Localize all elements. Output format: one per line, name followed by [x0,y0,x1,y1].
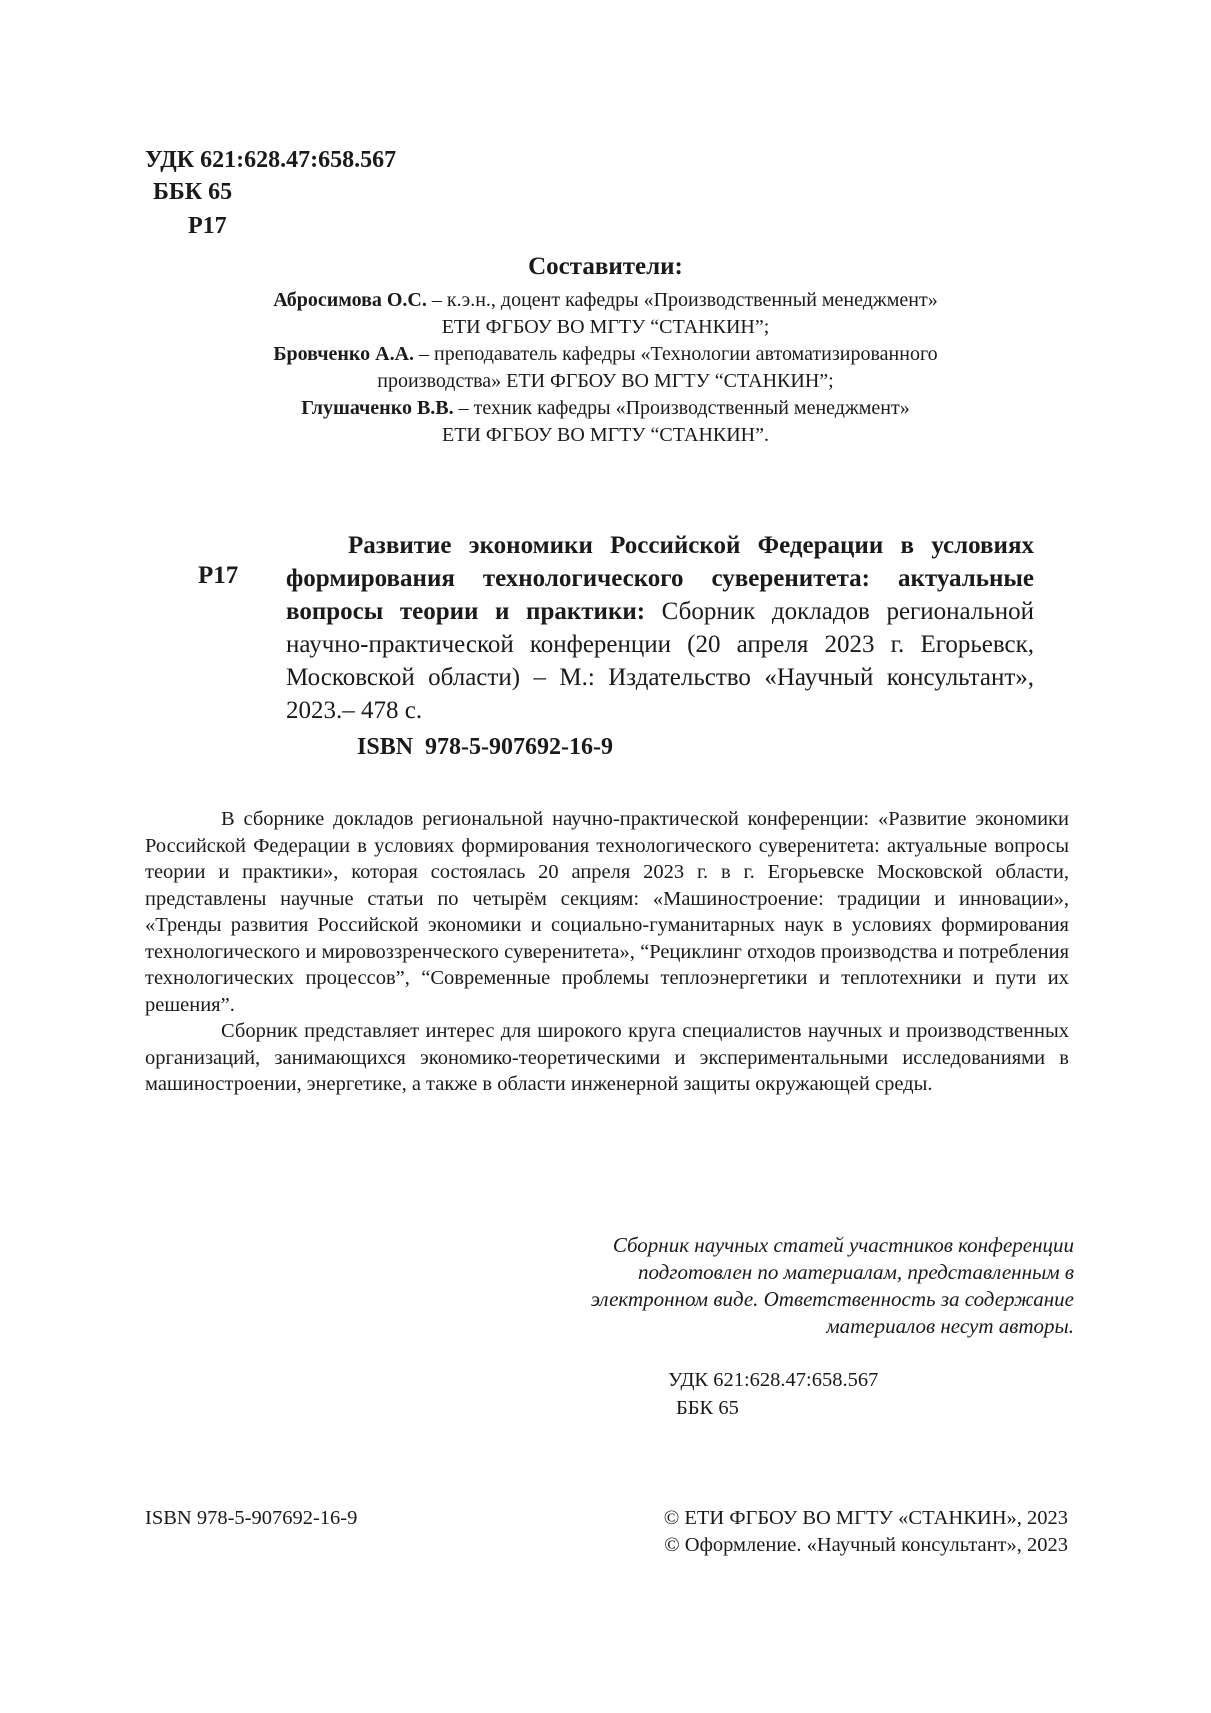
footer-isbn: ISBN 978-5-907692-16-9 [145,1507,358,1529]
publication-description: Сборник докладов региональной научно-практической конференции (20 апреля 2023 г. Егорьевск, Московской области) – М.: Издательство «Научный консультант», 2023.– 478 с. [286,598,1034,724]
publication-title: Развитие экономики Российской Федерации в условиях формирования технологического суверенитета: актуальные вопросы теории и практики: [286,532,1034,625]
compiler-line: Абросимова О.С. – к.э.н., доцент кафедры «Производственный менеджмент» [273,289,938,311]
compiler-line: ЕТИ ФГБОУ ВО МГТУ “СТАНКИН”. [441,424,769,446]
author-mark: Р17 [188,213,227,239]
compiler-line: ЕТИ ФГБОУ ВО МГТУ “СТАНКИН”; [441,316,770,338]
copyright-design: © Оформление. «Научный консультант», 2023 [664,1534,1068,1556]
bibliographic-record [286,529,1034,727]
compilers-heading: Составители: [528,253,683,280]
annotation-paragraph: В сборнике докладов региональной научно-практической конференции: «Развитие экономики Российской Федерации в условиях формирования технологического суверенитета: актуальные вопросы теории и практики», которая состоялась 20 апреля 2023 г. в г. Егорьевске Московской области, представлены научные статьи по четырём секциям: «Машиностроение: традиции и инновации», «Тренды развития Российской экономики и социально-гуманитарных наук в условиях формирования технологического и мировоззренческого суверенитета», “Рециклинг отходов производства и потребления технологических процессов”, “Современные проблемы теплоэнергетики и теплотехники и пути их решения”. [145,808,1069,1016]
compiler-line: Глушаченко В.В. – техник кафедры «Производственный менеджмент» [301,397,910,419]
publication-isbn: ISBN 978-5-907692-16-9 [357,734,613,760]
compiler-line: Бровченко А.А. – преподаватель кафедры «Технологии автоматизированного [273,343,938,365]
bbk-classification: ББК 65 [676,1397,739,1419]
annotation-paragraph: Сборник представляет интерес для широкого круга специалистов научных и производственных организаций, занимающихся экономико-теоретическими и экспериментальными исследованиями в машиностроении, энергетике, а также в области инженерной защиты окружающей среды. [145,1020,1069,1095]
udk-classification: УДК 621:628.47:658.567 [668,1369,879,1391]
udk-code: УДК 621:628.47:658.567 [145,147,397,173]
copyright-institution: © ЕТИ ФГБОУ ВО МГТУ «СТАНКИН», 2023 [663,1507,1068,1529]
annotation [145,806,1069,1098]
publication-code: Р17 [198,562,239,589]
compiler-line: производства» ЕТИ ФГБОУ ВО МГТУ “СТАНКИН”; [377,370,834,392]
bbk-code: ББК 65 [153,179,233,205]
disclaimer: Сборник научных статей участников конференции подготовлен по материалам, представленным в электронном виде. Ответственность за содержание материалов несут авторы. [590,1233,1074,1338]
